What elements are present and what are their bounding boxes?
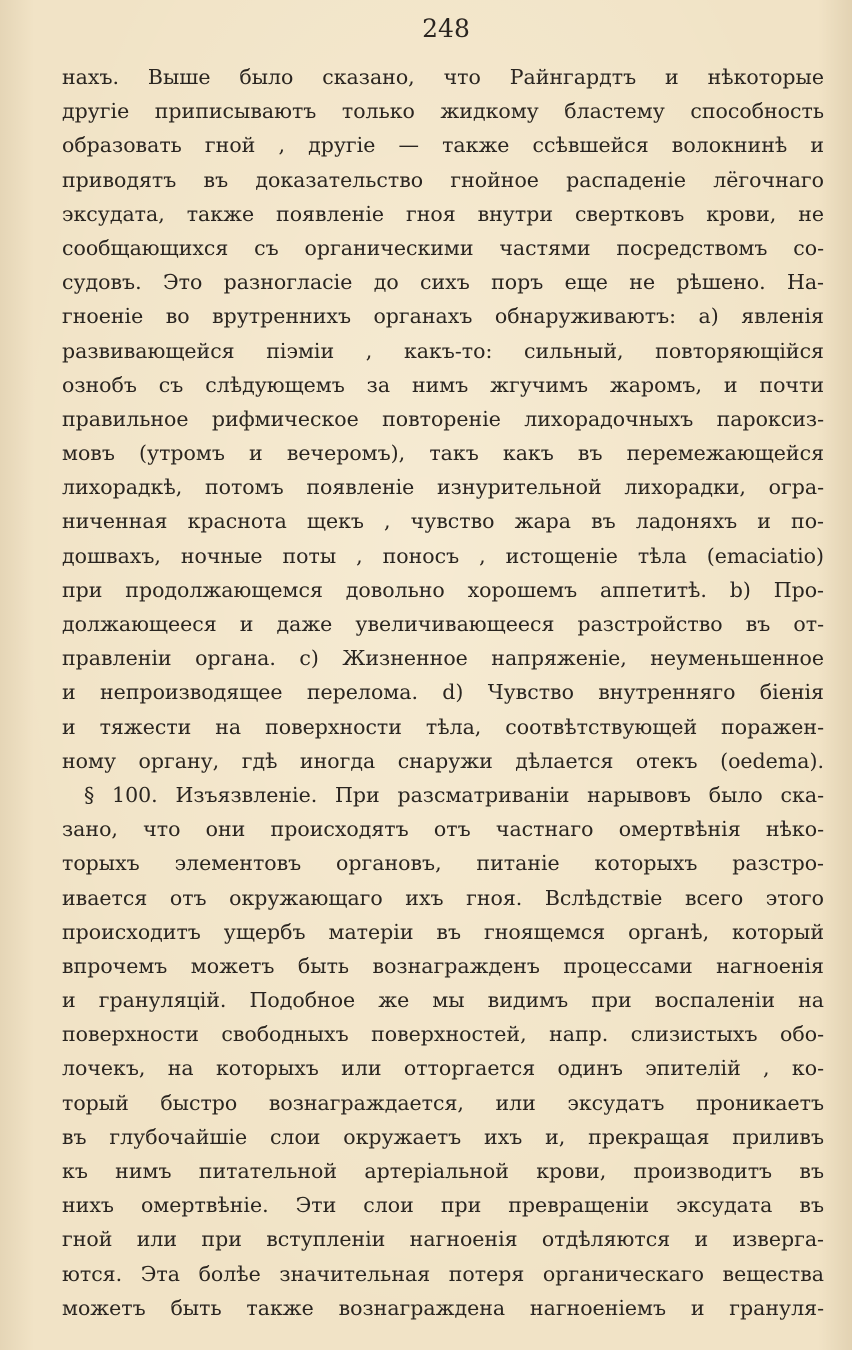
text-line: можетъ быть также вознаграждена нагноеніемъ и грануля- [62,1295,824,1320]
text-line: эксудата, также появленіе гноя внутри свертковъ крови, не [62,201,824,226]
text-line: должающееся и даже увеличивающееся разстройство въ от- [62,612,824,636]
page-text [62,60,824,1325]
text-line: и непроизводящее перелома. d) Чувство внутренняго біенія [62,680,824,705]
text-line: къ нимъ питательной артеріальной крови, производитъ въ [62,1159,824,1183]
text-line: лочекъ, на которыхъ или отторгается одинъ эпителій , ко- [62,1056,824,1081]
text-line: ознобъ съ слѣдующемъ за нимъ жгучимъ жаромъ, и почти [62,372,824,397]
text-line: гной или при вступленіи нагноенія отдѣляются и изверга- [62,1227,824,1252]
section-heading-line: § 100. Изъязвленіе. При разсматриваніи нарывовъ было ска- [84,782,824,807]
text-line: поверхности свободныхъ поверхностей, напр. слизистыхъ обо- [62,1022,824,1047]
text-line: приводятъ въ доказательство гнойное распаденіе лёгочнаго [62,167,824,192]
text-line: лихорадкѣ, потомъ появленіе изнурительной лихорадки, огра- [62,475,824,500]
text-line: нахъ. Выше было сказано, что Райнгардтъ и нѣкоторые [62,65,824,89]
text-line: происходитъ ущербъ матеріи въ гноящемся органѣ, который [62,919,824,944]
text-line: при продолжающемся довольно хорошемъ аппетитѣ. b) Про- [62,577,824,602]
text-line: зано, что они происходятъ отъ частнаго омертвѣнія нѣко- [62,817,824,842]
text-line: торыхъ элементовъ органовъ, питаніе которыхъ разстро- [62,851,824,876]
text-line: другіе приписываютъ только жидкому бластему способность [62,99,824,124]
page-number: 248 [422,14,470,43]
text-line: и тяжести на поверхности тѣла, соотвѣтствующей поражен- [62,714,824,739]
text-line: развивающейся піэміи , какъ-то: сильный, повторяющійся [62,338,824,363]
text-line: ниченная краснота щекъ , чувство жара въ ладоняхъ и по- [62,509,824,534]
text-line: мовъ (утромъ и вечеромъ), такъ какъ въ перемежающейся [62,441,824,466]
text-line: впрочемъ можетъ быть вознагражденъ процессами нагноенія [62,953,824,978]
text-line: ному органу, гдѣ иногда снаружи дѣлается отекъ (oedema). [62,748,824,773]
text-line: нихъ омертвѣніе. Эти слои при превращеніи эксудата въ [62,1193,824,1218]
text-line: образовать гной , другіе — также ссѣвшейся волокнинѣ и [62,133,824,158]
text-line: въ глубочайшіе слои окружаетъ ихъ и, прекращая приливъ [62,1124,824,1149]
text-line: торый быстро вознаграждается, или эксудатъ проникаетъ [62,1090,824,1115]
text-line: ивается отъ окружающаго ихъ гноя. Вслѣдствіе всего этого [62,885,824,910]
text-line: сообщающихся съ органическими частями посредствомъ со- [62,235,824,260]
text-line: судовъ. Это разногласіе до сихъ поръ еще не рѣшено. На- [62,270,824,295]
text-line: и грануляцій. Подобное же мы видимъ при воспаленіи на [62,988,824,1013]
text-line: правленіи органа. c) Жизненное напряженіе, неуменьшенное [62,646,824,671]
text-line: ются. Эта болѣе значительная потеря органическаго вещества [62,1261,824,1286]
text-line: гноеніе во врутреннихъ органахъ обнаруживаютъ: a) явленія [62,304,824,329]
text-line: дошвахъ, ночные поты , поносъ , истощеніе тѣла (emaciatio) [62,543,824,568]
text-line: правильное рифмическое повтореніе лихорадочныхъ пароксиз- [62,406,824,431]
